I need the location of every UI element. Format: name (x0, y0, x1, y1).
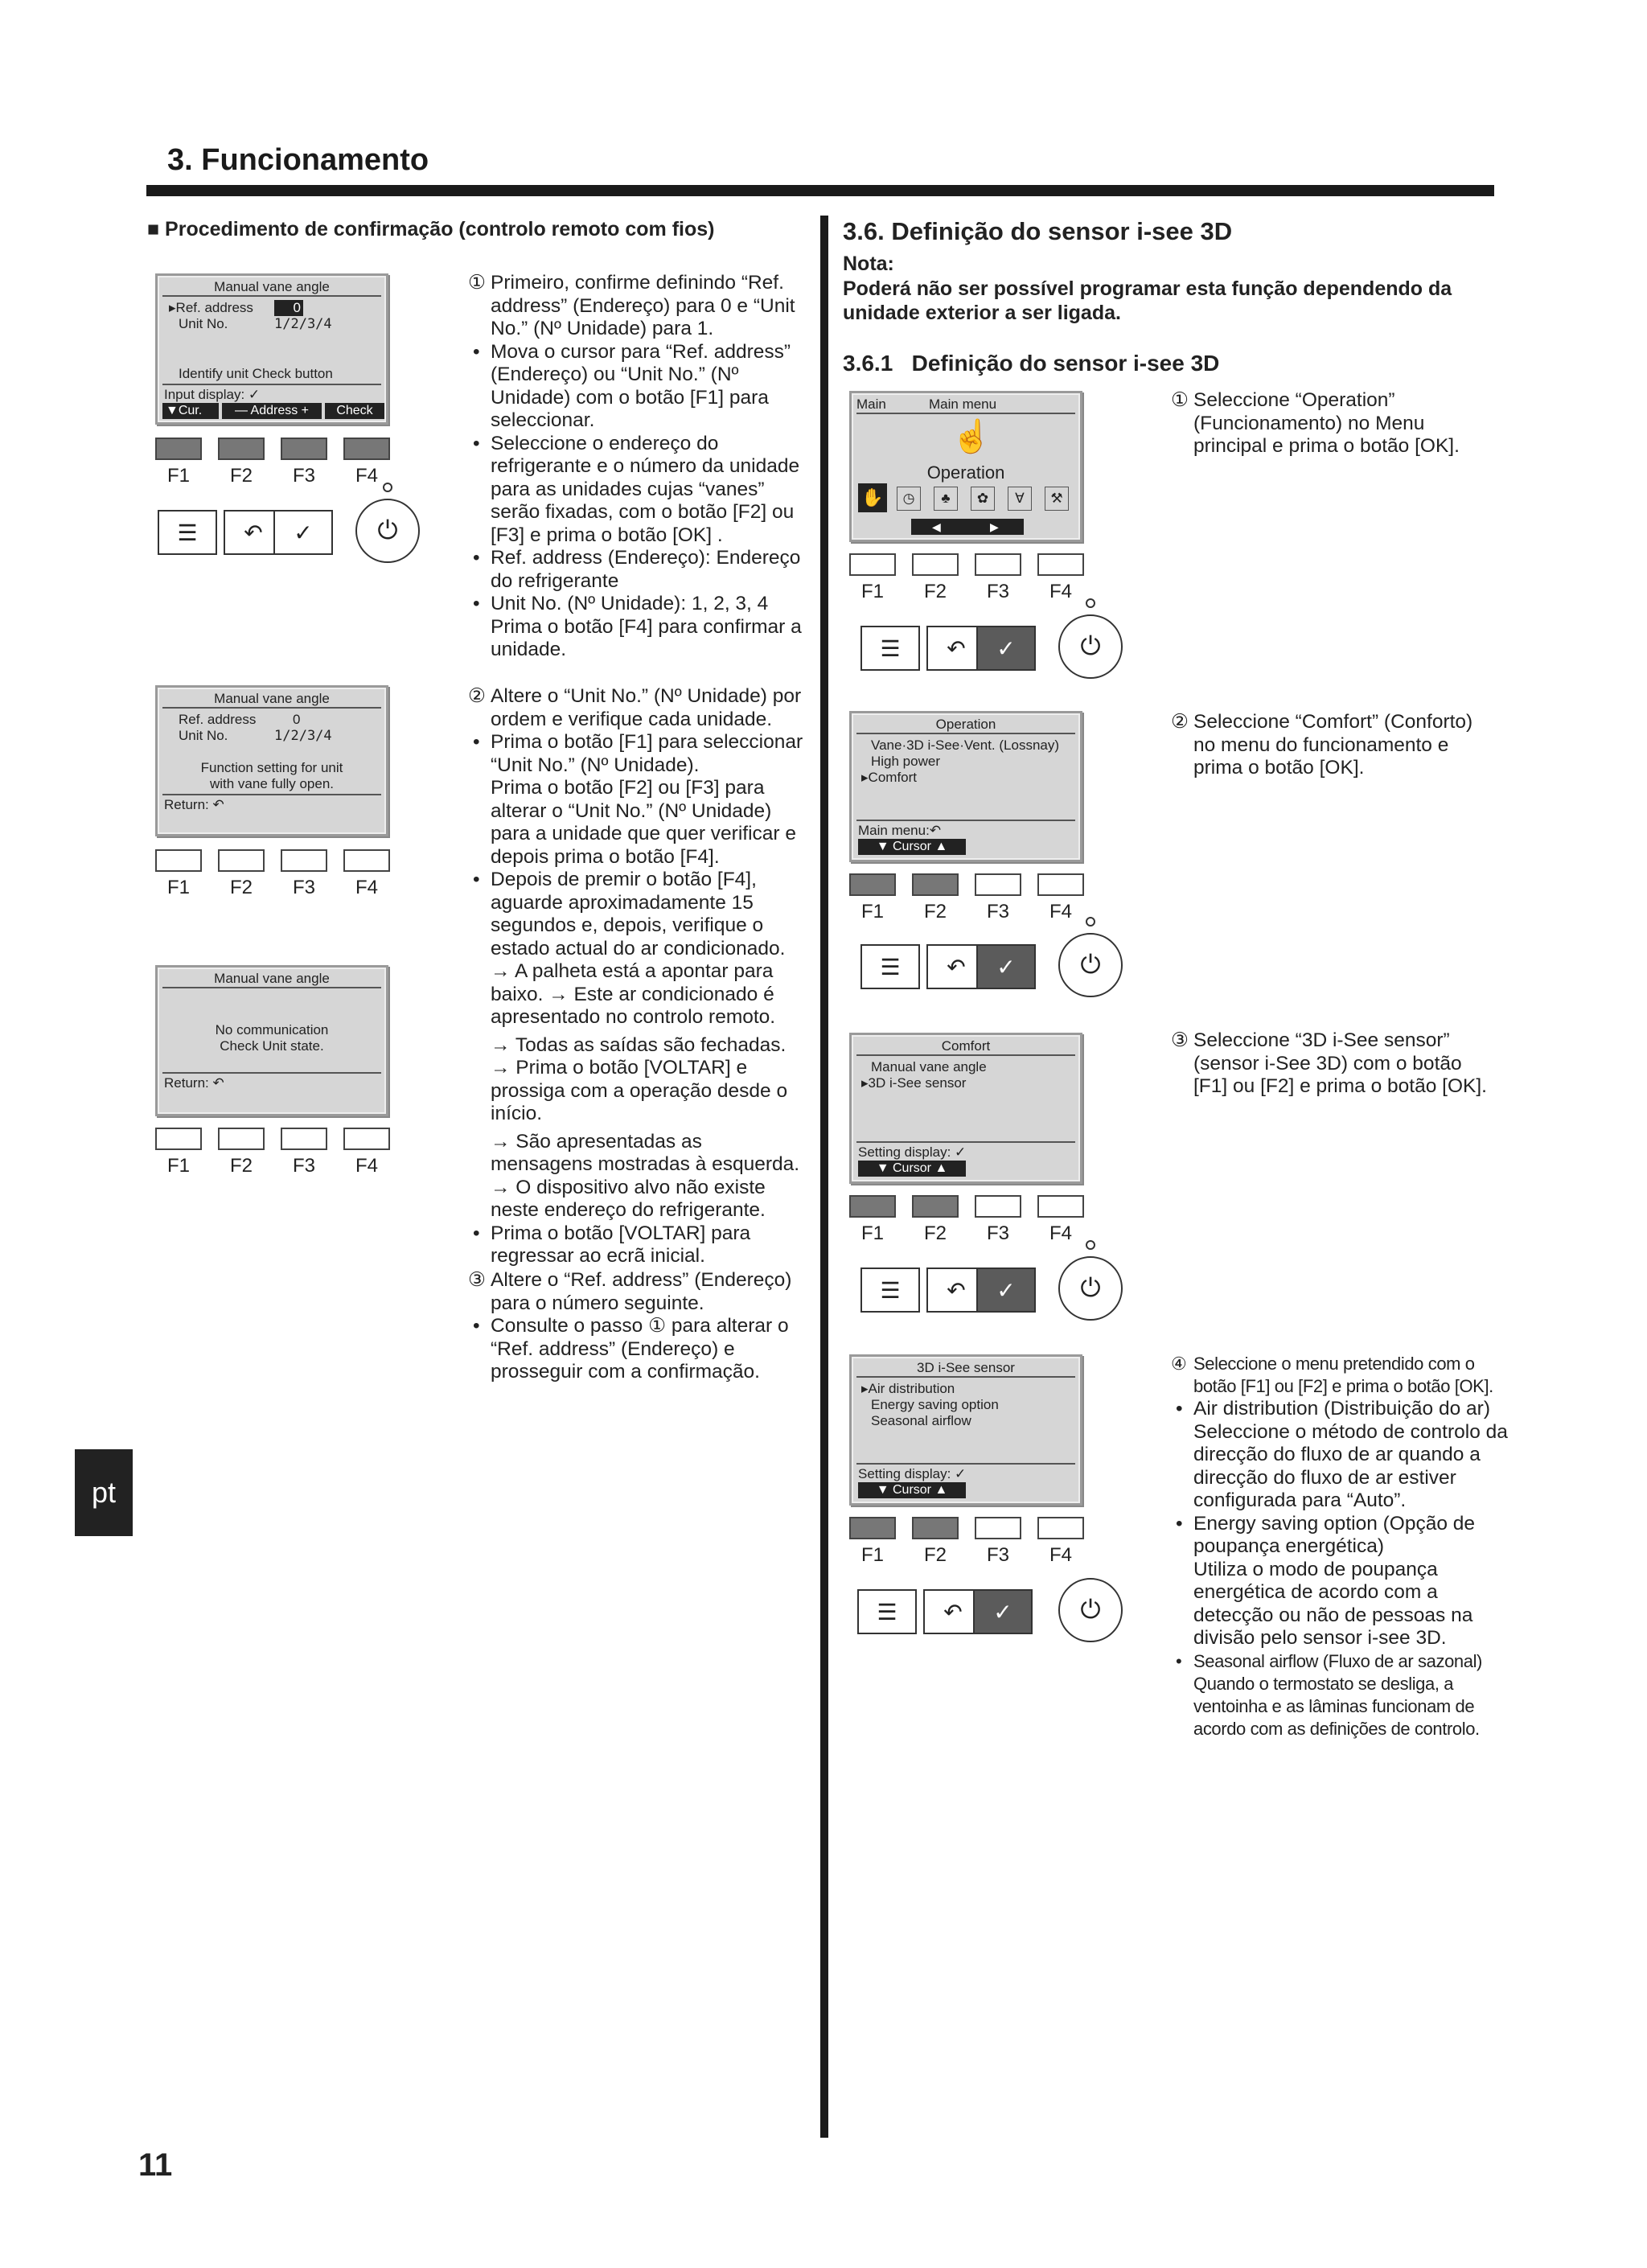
f3-button[interactable] (281, 1128, 327, 1150)
menu-icon: ☰ (177, 520, 198, 545)
f4-button[interactable] (343, 849, 390, 872)
f3-button[interactable] (975, 553, 1021, 576)
timer-icon[interactable]: ◷ (897, 487, 921, 511)
lcd-title: Manual vane angle (214, 971, 330, 986)
ok-button[interactable] (976, 1268, 1036, 1313)
ref-address-value: 0 (274, 300, 303, 316)
return-icon: ↶ (947, 635, 966, 661)
f-buttons-r3: F1 F2 F3 F4 (849, 1195, 1082, 1218)
f3-button[interactable] (975, 1517, 1021, 1539)
f-buttons-2: F1 F2 F3 F4 (155, 849, 388, 872)
f4-button[interactable] (1037, 873, 1084, 896)
return-icon: ↶ (929, 823, 942, 838)
lcd-screen-2: Manual vane angle Ref. address 0 Unit No. 1/2/3/4 Function setting for unit with vane fully open. Return: ↶ (155, 685, 388, 836)
power-button[interactable] (355, 499, 420, 563)
check-icon: ✓ (996, 1277, 1016, 1303)
arrow-left-icon[interactable]: ◀ (932, 520, 941, 533)
lcd-title: Operation (935, 717, 996, 732)
right-step-4: ④ Seleccione o menu pretendido com o botão [F1] ou [F2] e prima o botão [OK]. • Air distribution (Distribuição do ar) Seleccione o método de controlo da direcção do fluxo de ar quando a direcção do fluxo de ar estiver configurada para “Auto”. • Energy saving option (Opção de poupança energética) Utiliza o modo de poupança energética de acordo com a detecção ou não de pessoas na divisão pelo sensor i-see 3D. • Seasonal airflow (Fluxo de ar sazonal) Quando o termostato se desliga, a ventoinha e as lâminas funcionam de acordo com as definições de controlo. (1171, 1353, 1509, 1740)
ok-button[interactable] (273, 510, 333, 555)
lcd-comfort: Comfort Manual vane angle ▸3D i-See sensor Setting display: ✓ ▼ Cursor ▲ (849, 1033, 1082, 1184)
power-button[interactable] (1058, 933, 1123, 997)
page-title: 3. Funcionamento (167, 143, 429, 177)
left-heading: ■ Procedimento de confirmação (controlo remoto com fios) (147, 218, 715, 240)
check-icon: ✓ (996, 635, 1016, 661)
f3-button[interactable] (975, 873, 1021, 896)
power-icon: ⏻ (1080, 950, 1101, 979)
lcd-title: Manual vane angle (214, 691, 330, 706)
return-icon: ↶ (244, 520, 263, 545)
cursor-arrow-icon: ▸ (861, 1075, 869, 1091)
f4-button[interactable] (1037, 1195, 1084, 1218)
menu-button[interactable] (857, 1589, 917, 1634)
right-step-1: ① Seleccione “Operation” (Funcionamento) no Menu principal e prima o botão [OK]. (1171, 389, 1460, 457)
ok-button[interactable] (973, 1589, 1033, 1634)
power-icon: ⏻ (1080, 1595, 1101, 1624)
step-3-text: ③ Altere o “Ref. address” (Endereço) para o número seguinte. • Consulte o passo ① para alterar o “Ref. address” (Endereço) e prosseguir com a confirmação. (468, 1269, 804, 1384)
f2-button[interactable] (912, 873, 959, 896)
language-tab: pt (75, 1449, 133, 1536)
power-button[interactable] (1058, 1256, 1123, 1321)
power-led (1086, 1240, 1095, 1250)
f-buttons-3: F1 F2 F3 F4 (155, 1128, 388, 1150)
step-2-text: ② Altere o “Unit No.” (Nº Unidade) por ordem e verifique cada unidade. • Prima o botão [F1] para seleccionar “Unit No.” (Nº Unidade). Prima o botão [F2] ou [F3] para alterar o “Unit No.” (Nº Unidade) para a unidade que quer verificar e depois prima o botão [F4]. • Depois de premir o botão [F4], aguarde aproximadamente 15 segundos e, depois, verifique o estado actual do ar condicionado. → A palheta está a apontar para baixo. → Este ar condicionado é apresentado no controlo remoto. → Todas as saídas são fechadas. → Prima o botão [VOLTAR] e prossiga com a operação desde o início. → São apresentadas as mensagens mostradas à esquerda. → O dispositivo alvo não existe neste endereço do refrigerante. • Prima o botão [VOLTAR] para regressar ao ecrã inicial. (468, 685, 804, 1268)
section-heading: 3.6. Definição do sensor i-see 3D (843, 217, 1233, 245)
cursor-bar: ▼ Cursor ▲ (858, 1161, 966, 1177)
f4-button[interactable] (343, 438, 390, 460)
check-icon: ✓ (955, 1466, 967, 1481)
lcd-title: 3D i-See sensor (917, 1360, 1015, 1375)
check-bar: Check (325, 403, 384, 419)
lcd-operation: Operation Vane·3D i-See·Vent. (Lossnay) High power ▸Comfort Main menu:↶ ▼ Cursor ▲ (849, 711, 1082, 862)
return-icon: ↶ (943, 1599, 963, 1625)
return-icon: ↶ (947, 1277, 966, 1303)
f1-button[interactable] (155, 438, 202, 460)
lcd-screen-1: Manual vane angle ▸Ref. address 0 Unit No. 1/2/3/4 Identify unit Check button Input display: ✓ ▼Cur. — Address + Check (155, 273, 388, 425)
f2-button[interactable] (218, 1128, 265, 1150)
menu-icon: ☰ (877, 1599, 897, 1625)
remote-buttons-r1 (860, 618, 1126, 685)
f2-button[interactable] (912, 1517, 959, 1539)
f2-button[interactable] (218, 438, 265, 460)
lcd-title: Manual vane angle (214, 279, 330, 294)
f-buttons-r4: F1 F2 F3 F4 (849, 1517, 1082, 1539)
remote-buttons-r4 (857, 1581, 1123, 1649)
ok-button[interactable] (976, 626, 1036, 671)
cursor-arrow-icon: ▸ (169, 300, 176, 315)
cursor-bar: ▼Cur. (162, 403, 219, 419)
power-icon: ⏻ (377, 516, 398, 544)
menu-button[interactable] (158, 510, 217, 555)
f1-button[interactable] (849, 553, 896, 576)
menu-button[interactable] (860, 1268, 920, 1313)
power-button[interactable] (1058, 614, 1123, 679)
f2-button[interactable] (218, 849, 265, 872)
f3-button[interactable] (975, 1195, 1021, 1218)
remote-buttons-1 (158, 502, 423, 569)
cursor-arrow-icon: ▸ (861, 1381, 869, 1396)
filter-icon[interactable]: ∀ (1008, 487, 1032, 511)
f3-button[interactable] (281, 849, 327, 872)
f4-button[interactable] (1037, 553, 1084, 576)
check-icon: ✓ (955, 1144, 967, 1160)
subsection-heading: 3.6.1 Definição do sensor i-see 3D (843, 351, 1220, 376)
lcd-title: Comfort (941, 1038, 991, 1054)
column-divider (820, 216, 828, 2138)
return-icon: ↶ (947, 954, 966, 980)
f-buttons-1: F1 F2 F3 F4 (155, 438, 388, 460)
right-step-3: ③ Seleccione “3D i-See sensor” (sensor i-See 3D) com o botão [F1] ou [F2] e prima o botão [OK]. (1171, 1029, 1487, 1097)
cursor-bar: ▼ Cursor ▲ (858, 839, 966, 855)
return-icon: ↶ (212, 797, 224, 812)
hand-pointer-icon: ☝ (951, 419, 992, 454)
f-buttons-r1: F1 F2 F3 F4 (849, 553, 1082, 576)
cursor-bar: ▼ Cursor ▲ (858, 1482, 966, 1498)
f4-button[interactable] (1037, 1517, 1084, 1539)
nota-label: Nota: (843, 253, 894, 275)
power-icon: ⏻ (1080, 1273, 1101, 1302)
return-icon: ↶ (212, 1075, 224, 1091)
menu-icon: ☰ (880, 635, 901, 661)
power-led (1086, 917, 1095, 927)
check-icon: ✓ (996, 954, 1016, 980)
f-buttons-r2: F1 F2 F3 F4 (849, 873, 1082, 896)
arrow-right-icon[interactable]: ▶ (990, 520, 999, 533)
menu-icon-row (858, 483, 1075, 512)
operation-icon[interactable]: ✋ (858, 483, 887, 512)
f2-button[interactable] (912, 1195, 959, 1218)
address-bar: — Address + (222, 403, 322, 419)
f1-button[interactable] (849, 1195, 896, 1218)
menu-button[interactable] (860, 944, 920, 989)
menu-button[interactable] (860, 626, 920, 671)
energy-icon[interactable]: ♣ (934, 487, 958, 511)
power-button[interactable] (1058, 1578, 1123, 1642)
lcd-3d-isee-sensor: 3D i-See sensor ▸Air distribution Energy saving option Seasonal airflow Setting display: ✓ ▼ Cursor ▲ (849, 1354, 1082, 1506)
page-number: 11 (138, 2147, 173, 2183)
check-icon: ✓ (294, 520, 313, 545)
menu-label: Operation (926, 462, 1005, 483)
ok-button[interactable] (976, 944, 1036, 989)
f1-button[interactable] (155, 1128, 202, 1150)
right-step-2: ② Seleccione “Comfort” (Conforto) no menu do funcionamento e prima o botão [OK]. (1171, 711, 1473, 779)
cursor-arrow-icon: ▸ (861, 770, 869, 785)
menu-icon: ☰ (880, 1277, 901, 1303)
title-rule (146, 185, 1494, 196)
remote-buttons-r3 (860, 1259, 1126, 1327)
power-icon: ⏻ (1080, 631, 1101, 660)
f1-button[interactable] (155, 849, 202, 872)
check-icon: ✓ (248, 387, 261, 402)
check-icon: ✓ (993, 1599, 1012, 1625)
page-arrows (911, 519, 1024, 535)
power-led (383, 483, 392, 492)
service-icon[interactable]: ⚒ (1045, 487, 1069, 511)
lcd-screen-3: Manual vane angle No communication Check Unit state. Return: ↶ (155, 965, 388, 1116)
step-1-text: ① Primeiro, confirme definindo “Ref. address” (Endereço) para 0 e “Unit No.” (Nº Unidade) para 1. • Mova o cursor para “Ref. address” (Endereço) ou “Unit No.” (Nº Unidade) com o botão [F1] para seleccionar. • Seleccione o endereço do refrigerante e o número da unidade para as unidades cujas “vanes” serão fixadas, com o botão [F2] ou [F3] e prima o botão [OK] . • Ref. address (Endereço): Endereço do refrigerante • Unit No. (Nº Unidade): 1, 2, 3, 4 Prima o botão [F4] para confirmar a unidade. (468, 272, 804, 662)
unit-no-value: 1/2/3/4 (274, 316, 332, 332)
f4-button[interactable] (343, 1128, 390, 1150)
f1-button[interactable] (849, 1517, 896, 1539)
power-led (1086, 598, 1095, 608)
settings-icon[interactable]: ✿ (971, 487, 995, 511)
menu-icon: ☰ (880, 954, 901, 980)
lcd-main-menu: Main Main menu ☝ Operation ✋ ◷ ♣ ✿ ∀ ⚒ ◀ ▶ (849, 391, 1082, 542)
f3-button[interactable] (281, 438, 327, 460)
remote-buttons-r2 (860, 936, 1126, 1004)
f1-button[interactable] (849, 873, 896, 896)
nota-text: Poderá não ser possível programar esta função dependendo da unidade exterior a ser ligada. (843, 277, 1452, 324)
f2-button[interactable] (912, 553, 959, 576)
